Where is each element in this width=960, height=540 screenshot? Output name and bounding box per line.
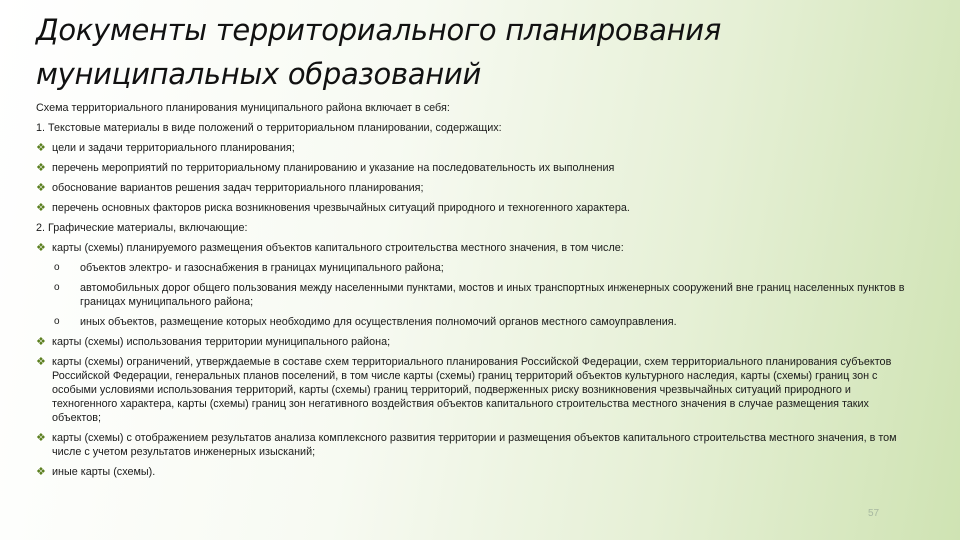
list-item: ❖ карты (схемы) ограничений, утверждаемые в составе схем территориального планирования Российской Федерации, схем территориального планирования субъектов Российской Федерации, генеральных планов поселений, в том числе карты (схемы) границ территорий объектов культурного наследия, карты (схемы) границ зон с особыми условиями использования территорий, карты (схемы) границ территорий, подверженных риску возникновения чрезвычайных ситуаций природного и техногенного характера, карты (схемы) границ зон негативного воздействия объектов капитального строительства местного значения в случае размещения таких объектов; [36,356,892,424]
list-item: ❖ перечень основных факторов риска возникновения чрезвычайных ситуаций природного и техногенного характера. [36,202,630,214]
sub-list-item: o объектов электро- и газоснабжения в границах муниципального района; [54,262,444,274]
diamond-bullet-icon: ❖ [36,142,46,154]
diamond-bullet-icon: ❖ [36,356,46,368]
diamond-bullet-icon: ❖ [36,182,46,194]
list-item: ❖ обоснование вариантов решения задач территориального планирования; [36,182,424,194]
list-item: ❖ карты (схемы) с отображением результатов анализа комплексного развития территории и размещения объектов капитального строительства местного значения, в том числе с учетом результатов инженерных изысканий; [36,432,897,458]
page-number: 57 [868,508,880,519]
intro-text: Схема территориального планирования муниципального района включает в себя: [36,102,450,114]
list-item: ❖ перечень мероприятий по территориальному планированию и указание на последовательность их выполнения [36,162,615,174]
section-2-heading: 2. Графические материалы, включающие: [36,222,248,234]
diamond-bullet-icon: ❖ [36,202,46,214]
list-item: ❖ карты (схемы) планируемого размещения объектов капитального строительства местного значения, в том числе: [36,242,624,254]
list-item: ❖ цели и задачи территориального планирования; [36,142,295,154]
slide-title-line-2: муниципальных образований [36,57,482,91]
diamond-bullet-icon: ❖ [36,162,46,174]
sub-list-item: o автомобильных дорог общего пользования между населенными пунктами, мостов и иных транспортных инженерных сооружений вне границ населенных пунктов в границах муниципального района; [54,282,905,308]
slide-title-line-1: Документы территориального планирования [36,13,721,47]
slide-title [36,8,916,96]
circle-bullet-icon: o [54,262,60,273]
section-1-heading: 1. Текстовые материалы в виде положений о территориальном планировании, содержащих: [36,122,502,134]
sub-list-item: o иных объектов, размещение которых необходимо для осуществления полномочий органов местного самоуправления. [54,316,677,328]
diamond-bullet-icon: ❖ [36,466,46,478]
circle-bullet-icon: o [54,282,60,293]
list-item: ❖ карты (схемы) использования территории муниципального района; [36,336,391,348]
diamond-bullet-icon: ❖ [36,336,46,348]
circle-bullet-icon: o [54,316,60,327]
diamond-bullet-icon: ❖ [36,432,46,444]
list-item: ❖ иные карты (схемы). [36,466,156,478]
diamond-bullet-icon: ❖ [36,242,46,254]
slide-content [36,101,911,485]
